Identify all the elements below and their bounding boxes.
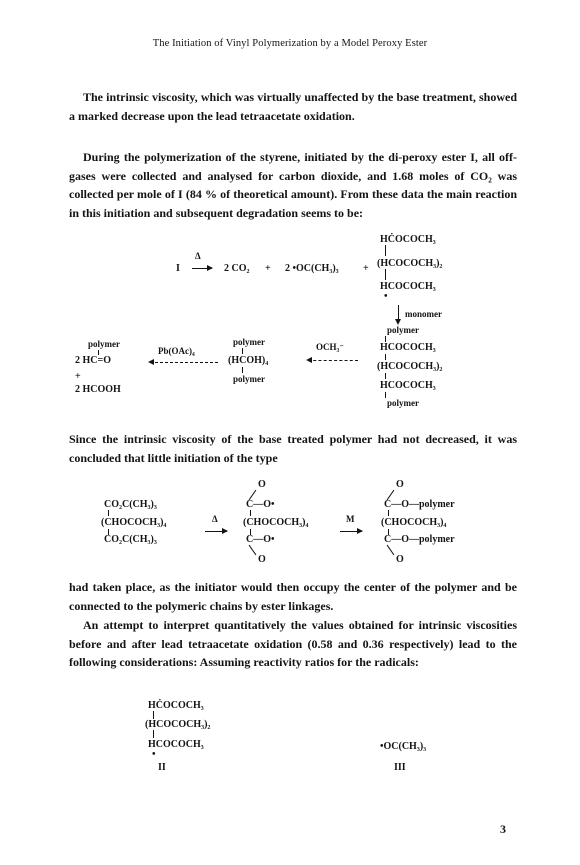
scheme2-c-oxygen-bottom: O — [396, 554, 404, 565]
scheme2-ester-middle: (CHOCOCH₃)₄ — [101, 517, 167, 528]
scheme2-ester-bottom: CO₂C(CH₃)₃ — [104, 534, 157, 545]
scheme2-heat-symbol: Δ — [212, 514, 218, 524]
scheme1-plus-2: + — [363, 263, 369, 274]
methoxide-arrow — [308, 360, 358, 361]
scheme1-heat-symbol: Δ — [195, 251, 201, 261]
middle-polymer-bottom: polymer — [233, 374, 265, 384]
paragraph-quantitative: An attempt to interpret quantitatively the values obtained for intrinsic viscosities before and after lead tetraacetate oxidation (0.58 and 0.36 respectively) lead to the following considerations: Assuming reactivity ratios for the radicals: — [69, 618, 517, 669]
scheme1-radical-dot: • — [384, 291, 388, 302]
polymer-bond-d — [385, 392, 386, 398]
scheme1-radical-bottom: HCOCOCH₃ — [380, 281, 436, 292]
scheme2-b-carboxyl-bottom: C—O• — [246, 534, 275, 545]
scheme2-c-oxygen-top: O — [396, 479, 404, 490]
scheme1-heat-arrow — [192, 268, 212, 269]
polymer-repeat-3: HCOCOCH₃ — [380, 380, 436, 391]
scheme1-bond-1 — [385, 245, 386, 256]
scheme1-radical-top: HĊOCOCH₃ — [380, 234, 436, 245]
radical-iii: •OC(CH₃)₃ — [380, 741, 427, 752]
scheme2-monomer-arrow — [340, 531, 362, 532]
monomer-label: monomer — [405, 309, 442, 319]
polymer-repeat-2: (HCOCOCH₃)₂ — [377, 361, 443, 372]
lead-tetraacetate-label: Pb(OAc)₄ — [158, 346, 195, 356]
paragraph-ester-linkages: had taken place, as the initiator would then occupy the center of the polymer and be connected to the polymeric chains by ester linkages. — [69, 580, 517, 613]
polymer-repeat-1: HCOCOCH₃ — [380, 342, 436, 353]
lead-tetraacetate-arrow — [150, 362, 218, 363]
page-number: 3 — [500, 822, 506, 836]
scheme2-b-middle: (CHOCOCH₃)₄ — [243, 517, 309, 528]
paragraph-conclusion: Since the intrinsic viscosity of the base treated polymer had not decreased, it was concluded that little initiation of the type — [69, 432, 517, 465]
scheme2-b-oxygen-top: O — [258, 479, 266, 490]
paragraph-viscosity: The intrinsic viscosity, which was virtually unaffected by the base treatment, showed a marked decrease upon the lead tetraacetate oxidation. — [69, 90, 517, 123]
radical-ii-middle: (HCOCOCH₃)₂ — [145, 719, 211, 730]
middle-polymer-top: polymer — [233, 337, 265, 347]
scheme2-b-carboxyl-top: C—O• — [246, 499, 275, 510]
scheme1-plus-1: + — [265, 263, 271, 274]
radical-ii-label: II — [158, 762, 166, 773]
scheme1-reactant: I — [176, 263, 180, 274]
scheme2-c-ester-top: C—O—polymer — [384, 499, 455, 510]
scheme2-b-double-bond-bottom — [249, 545, 257, 555]
scheme2-monomer-symbol: M — [346, 514, 355, 524]
radical-ii-bond-2 — [153, 730, 154, 738]
scheme2-c-middle: (CHOCOCH₃)₄ — [381, 517, 447, 528]
scheme2-heat-arrow — [205, 531, 227, 532]
scheme2-c-double-bond-bottom — [387, 545, 395, 555]
running-title: The Initiation of Vinyl Polymerization by a Model Peroxy Ester — [152, 38, 428, 49]
radical-ii-dot: • — [152, 749, 156, 760]
scheme2-b-oxygen-bottom: O — [258, 554, 266, 565]
scheme1-tbutoxy: 2 •OC(CH₃)₃ — [285, 263, 339, 274]
paragraph-polymerization: During the polymerization of the styrene, initiated by the di-peroxy ester I, all off-gases were collected and analysed for carbon dioxide, and 1.68 moles of CO₂ was collected per mole of I (84 % of theoretical amount). From these data the main reaction in this initiation and subsequent degradation seems to be: — [69, 150, 517, 220]
left-polymer: polymer — [88, 339, 120, 349]
scheme1-radical-mid: (HCOCOCH₃)₂ — [377, 258, 443, 269]
radical-ii-bottom: HCOCOCH₃ — [148, 739, 204, 750]
left-aldehyde: 2 HC=O — [75, 355, 111, 366]
radical-ii-top: HĊOCOCH₃ — [148, 700, 204, 711]
scheme1-bond-2 — [385, 269, 386, 280]
left-plus: + — [75, 371, 81, 382]
polymer-chain-top: polymer — [387, 325, 419, 335]
monomer-arrow — [398, 305, 399, 323]
left-formic-acid: 2 HCOOH — [75, 384, 121, 395]
middle-polyol: (HCOH)₄ — [228, 355, 269, 366]
scheme2-ester-top: CO₂C(CH₃)₃ — [104, 499, 157, 510]
radical-iii-label: III — [394, 762, 406, 773]
scheme1-co2: 2 CO₂ — [224, 263, 250, 274]
polymer-chain-bottom: polymer — [387, 398, 419, 408]
methoxide-label: OCH₃⁻ — [316, 342, 344, 352]
scheme2-c-ester-bottom: C—O—polymer — [384, 534, 455, 545]
